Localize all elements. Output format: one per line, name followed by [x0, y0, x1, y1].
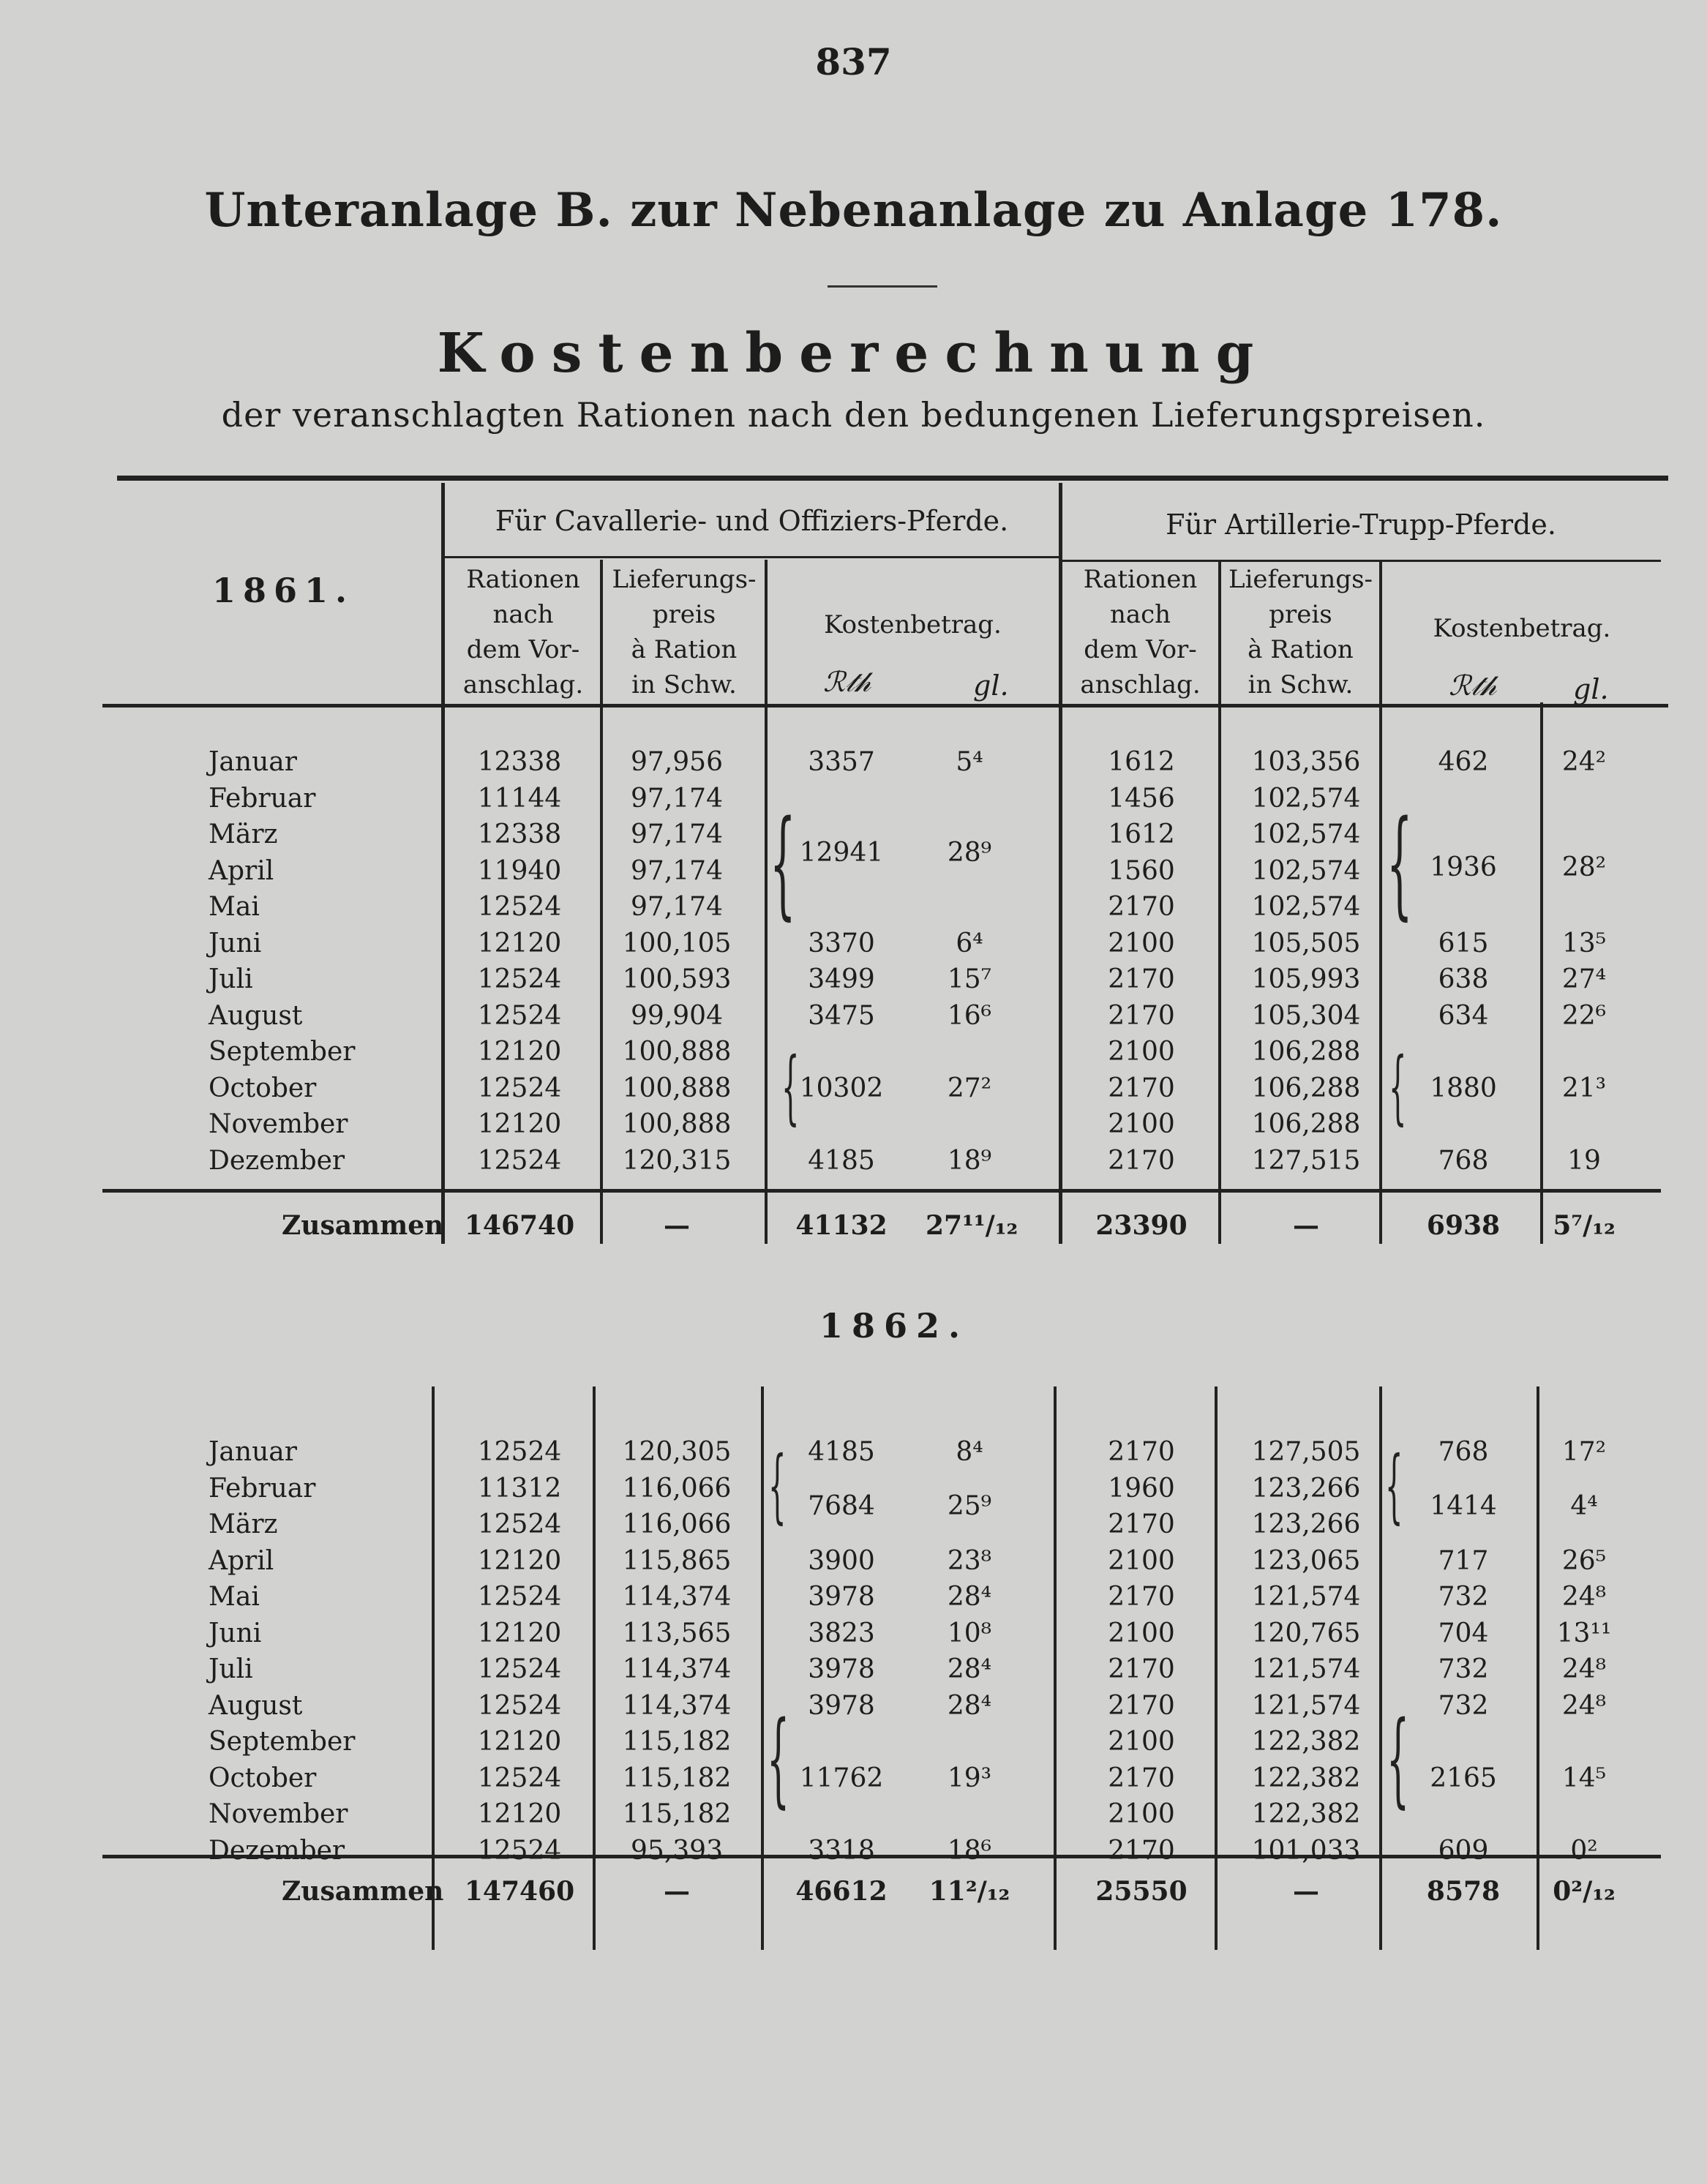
- cell-p2: 105,505: [1251, 928, 1361, 958]
- cell-k2: 768: [1438, 1145, 1489, 1176]
- total-k2: 8578: [1426, 1876, 1501, 1907]
- cell-p2: 105,304: [1251, 1000, 1361, 1031]
- cell-g1: 27²: [947, 1073, 992, 1103]
- cell-p2: 101,033: [1251, 1835, 1361, 1866]
- cell-k1: 10302: [799, 1073, 884, 1103]
- brace: {: [781, 1040, 800, 1133]
- cell-k1: 3357: [808, 747, 875, 777]
- cell-n2: 1560: [1108, 855, 1175, 886]
- cell-g2: 24⁸: [1561, 1690, 1607, 1721]
- cell-g1: 18⁹: [947, 1145, 992, 1176]
- cell-n2: 2170: [1108, 1437, 1175, 1467]
- cell-n1: 12120: [477, 1727, 562, 1757]
- cell-k2: 717: [1438, 1545, 1489, 1576]
- row-month: November: [209, 1109, 348, 1139]
- cell-n1: 12524: [477, 1582, 562, 1612]
- page-title: Kostenberechnung: [437, 322, 1270, 385]
- cell-g2: 26⁵: [1561, 1545, 1607, 1576]
- col-header-rationen: Rationen nach dem Vor- anschlag.: [1080, 565, 1201, 699]
- cell-n1: 12120: [477, 1109, 562, 1139]
- cell-n1: 12524: [477, 1145, 562, 1176]
- cell-p1: 100,888: [622, 1109, 732, 1139]
- brace: {: [1387, 795, 1413, 931]
- cell-p1: 113,565: [622, 1618, 732, 1648]
- cell-g2: 22⁶: [1561, 1000, 1607, 1031]
- cell-p1: 97,174: [631, 819, 723, 849]
- cell-k1: 7684: [808, 1491, 875, 1522]
- col-header-preis: Lieferungs- preis à Ration in Schw.: [1228, 565, 1373, 699]
- cell-p2: 123,266: [1251, 1509, 1361, 1539]
- cell-n2: 2100: [1108, 1799, 1175, 1829]
- cell-p1: 97,956: [631, 747, 723, 777]
- cell-g2: 4⁴: [1570, 1491, 1598, 1522]
- cell-n2: 2170: [1108, 1000, 1175, 1031]
- cell-g2: 19: [1567, 1145, 1601, 1176]
- cell-n1: 11940: [477, 855, 562, 886]
- cell-n1: 12120: [477, 928, 562, 958]
- cell-p1: 97,174: [631, 783, 723, 814]
- cell-k1: 3823: [808, 1618, 875, 1648]
- row-month: Juli: [209, 964, 253, 994]
- table-top-rule: [117, 476, 1668, 481]
- cell-p1: 114,374: [622, 1690, 732, 1721]
- group-header-cavalry: Für Cavallerie- und Offiziers-Pferde.: [495, 505, 1009, 537]
- cell-p2: 127,505: [1251, 1437, 1361, 1467]
- total-p2: —: [1293, 1210, 1319, 1241]
- cell-k2: 768: [1438, 1437, 1489, 1467]
- row-month: September: [209, 1727, 356, 1757]
- vrule: [761, 1386, 764, 1950]
- row-month: Mai: [209, 892, 260, 922]
- cell-p2: 103,356: [1251, 747, 1361, 777]
- row-month: Januar: [209, 1437, 297, 1467]
- row-month: September: [209, 1037, 356, 1067]
- cell-n2: 2100: [1108, 1109, 1175, 1139]
- brace: {: [767, 1700, 790, 1819]
- vrule: [1215, 1386, 1218, 1950]
- cell-n1: 12524: [477, 964, 562, 994]
- cell-n2: 2170: [1108, 892, 1175, 922]
- cell-n2: 1612: [1108, 819, 1175, 849]
- group-header-artillery: Für Artillerie-Trupp-Pferde.: [1166, 509, 1556, 541]
- page-number: 837: [815, 40, 892, 83]
- cell-g2: 21³: [1561, 1073, 1607, 1103]
- cell-n2: 2170: [1108, 1582, 1175, 1612]
- cell-n1: 12120: [477, 1618, 562, 1648]
- divider: [828, 285, 937, 288]
- total-n2: 25550: [1095, 1876, 1188, 1907]
- row-month: Juni: [209, 1618, 262, 1648]
- cell-p2: 102,574: [1251, 892, 1361, 922]
- row-month: März: [209, 819, 278, 849]
- cell-g2: 27⁴: [1561, 964, 1607, 994]
- cell-k1: 3499: [808, 964, 875, 994]
- cell-n1: 11312: [477, 1473, 562, 1504]
- total-k1: 41132: [795, 1210, 888, 1241]
- cell-k2: 704: [1438, 1618, 1489, 1648]
- total-n1: 147460: [464, 1876, 575, 1907]
- cell-n2: 2100: [1108, 1618, 1175, 1648]
- cell-k2: 732: [1438, 1654, 1489, 1684]
- cell-g1: 10⁸: [947, 1618, 992, 1648]
- cell-p1: 116,066: [622, 1473, 732, 1504]
- total-p2: —: [1293, 1876, 1319, 1907]
- cell-g1: 8⁴: [956, 1437, 983, 1467]
- cell-n2: 2170: [1108, 1763, 1175, 1793]
- cell-p1: 100,593: [622, 964, 732, 994]
- cell-p2: 122,382: [1251, 1799, 1361, 1829]
- cell-g2: 17²: [1561, 1437, 1607, 1467]
- brace: {: [768, 1438, 787, 1532]
- cell-g2: 13⁵: [1561, 928, 1607, 958]
- cell-k1: 3978: [808, 1690, 875, 1721]
- cell-n1: 12524: [477, 1437, 562, 1467]
- cell-n1: 12120: [477, 1799, 562, 1829]
- cell-n1: 12338: [477, 819, 562, 849]
- cell-g1: 16⁶: [947, 1000, 992, 1031]
- cell-k2: 615: [1438, 928, 1489, 958]
- cell-n1: 12120: [477, 1545, 562, 1576]
- total-label: Zusammen: [282, 1210, 444, 1241]
- cell-p2: 120,765: [1251, 1618, 1361, 1648]
- cell-n2: 1612: [1108, 747, 1175, 777]
- cell-k1: 3978: [808, 1582, 875, 1612]
- cell-p1: 95,393: [631, 1835, 723, 1866]
- cell-k1: 12941: [799, 837, 884, 868]
- cell-p2: 121,574: [1251, 1690, 1361, 1721]
- cell-n2: 2170: [1108, 1145, 1175, 1176]
- total-g1: 27¹¹/₁₂: [926, 1210, 1018, 1241]
- unit-minor-header: gl.: [1573, 673, 1609, 705]
- vrule: [441, 483, 445, 1244]
- cell-n1: 12524: [477, 1073, 562, 1103]
- cell-k1: 3978: [808, 1654, 875, 1684]
- cell-p1: 114,374: [622, 1654, 732, 1684]
- header-bottom-rule: [102, 704, 1668, 708]
- vrule: [1218, 560, 1221, 1244]
- total-n2: 23390: [1095, 1210, 1188, 1241]
- cell-n2: 2100: [1108, 1545, 1175, 1576]
- cell-n1: 12524: [477, 1000, 562, 1031]
- brace: {: [1387, 1700, 1410, 1819]
- cell-g1: 15⁷: [947, 964, 992, 994]
- cell-g2: 0²: [1570, 1835, 1598, 1866]
- row-month: August: [209, 1000, 303, 1031]
- cell-n1: 12338: [477, 747, 562, 777]
- col-header-kosten: Kostenbetrag.: [1433, 614, 1611, 643]
- cell-k2: 1414: [1430, 1491, 1497, 1522]
- cell-n2: 1960: [1108, 1473, 1175, 1504]
- cell-g1: 25⁹: [947, 1491, 992, 1522]
- cell-p1: 114,374: [622, 1582, 732, 1612]
- row-month: April: [209, 1545, 274, 1576]
- cell-p2: 102,574: [1251, 819, 1361, 849]
- total-g2: 0²/₁₂: [1553, 1876, 1616, 1907]
- total-p1: —: [664, 1210, 690, 1241]
- cell-n2: 2170: [1108, 964, 1175, 994]
- total-k2: 6938: [1426, 1210, 1501, 1241]
- cell-n1: 11144: [477, 783, 562, 814]
- total-k1: 46612: [795, 1876, 888, 1907]
- brace: {: [770, 795, 796, 931]
- cell-p2: 106,288: [1251, 1109, 1361, 1139]
- cell-p1: 97,174: [631, 892, 723, 922]
- cell-k2: 1936: [1430, 852, 1497, 882]
- cell-k1: 3370: [808, 928, 875, 958]
- total-rule-1861: [102, 1189, 1661, 1193]
- cell-p2: 122,382: [1251, 1763, 1361, 1793]
- row-month: Juni: [209, 928, 262, 958]
- row-month: November: [209, 1799, 348, 1829]
- brace: {: [1389, 1040, 1407, 1133]
- cell-n1: 12524: [477, 1654, 562, 1684]
- cell-k2: 638: [1438, 964, 1489, 994]
- cell-g1: 6⁴: [956, 928, 983, 958]
- cell-k1: 3475: [808, 1000, 875, 1031]
- cell-p1: 115,182: [622, 1727, 732, 1757]
- row-month: März: [209, 1509, 278, 1539]
- cell-p2: 106,288: [1251, 1073, 1361, 1103]
- cell-n2: 2100: [1108, 928, 1175, 958]
- cell-k2: 634: [1438, 1000, 1489, 1031]
- cell-k2: 2165: [1430, 1763, 1497, 1793]
- cell-g1: 18⁶: [947, 1835, 992, 1866]
- cell-p1: 100,888: [622, 1073, 732, 1103]
- total-n1: 146740: [464, 1210, 575, 1241]
- cell-p2: 121,574: [1251, 1654, 1361, 1684]
- row-month: August: [209, 1690, 303, 1721]
- cell-k2: 609: [1438, 1835, 1489, 1866]
- vrule: [432, 1386, 435, 1950]
- cell-n2: 2100: [1108, 1037, 1175, 1067]
- cell-p1: 115,865: [622, 1545, 732, 1576]
- total-g1: 11²/₁₂: [928, 1876, 1010, 1907]
- cell-n1: 12524: [477, 1690, 562, 1721]
- cell-g1: 28⁴: [947, 1654, 992, 1684]
- unit-minor-header: gl.: [973, 669, 1009, 702]
- unit-major-header: ℛ𝓉𝒽: [1449, 669, 1497, 702]
- cell-p1: 115,182: [622, 1799, 732, 1829]
- year-1861: 1861.: [212, 571, 355, 610]
- cell-k1: 3318: [808, 1835, 875, 1866]
- cell-p1: 115,182: [622, 1763, 732, 1793]
- cell-k1: 4185: [808, 1437, 875, 1467]
- cell-p1: 120,315: [622, 1145, 732, 1176]
- cell-k2: 732: [1438, 1582, 1489, 1612]
- vrule: [1379, 560, 1382, 1244]
- cell-p1: 97,174: [631, 855, 723, 886]
- cell-n2: 2170: [1108, 1073, 1175, 1103]
- cell-g2: 24²: [1561, 747, 1607, 777]
- cell-n2: 1456: [1108, 783, 1175, 814]
- cell-g2: 24⁸: [1561, 1582, 1607, 1612]
- cell-n2: 2170: [1108, 1835, 1175, 1866]
- year-1862: 1862.: [819, 1306, 969, 1346]
- row-month: October: [209, 1073, 317, 1103]
- vrule: [1054, 1386, 1057, 1950]
- cell-k1: 11762: [799, 1763, 884, 1793]
- total-label: Zusammen: [282, 1876, 444, 1907]
- cell-k2: 1880: [1430, 1073, 1497, 1103]
- cell-p1: 100,105: [622, 928, 732, 958]
- group-underline-left: [443, 556, 1061, 558]
- cell-p1: 100,888: [622, 1037, 732, 1067]
- cell-n2: 2170: [1108, 1509, 1175, 1539]
- cell-p2: 123,065: [1251, 1545, 1361, 1576]
- cell-g1: 28⁹: [947, 837, 992, 868]
- cell-k2: 732: [1438, 1690, 1489, 1721]
- vrule: [600, 560, 603, 1244]
- cell-n2: 2170: [1108, 1690, 1175, 1721]
- cell-p2: 122,382: [1251, 1727, 1361, 1757]
- cell-g1: 19³: [947, 1763, 992, 1793]
- row-month: Juli: [209, 1654, 253, 1684]
- cell-p2: 102,574: [1251, 783, 1361, 814]
- cell-n2: 2100: [1108, 1727, 1175, 1757]
- cell-g2: 28²: [1561, 852, 1607, 882]
- unit-major-header: ℛ𝓉𝒽: [823, 666, 871, 698]
- cell-k2: 462: [1438, 747, 1489, 777]
- cell-p1: 99,904: [631, 1000, 723, 1031]
- cell-n1: 12524: [477, 1763, 562, 1793]
- brace: {: [1385, 1438, 1403, 1532]
- cell-p2: 106,288: [1251, 1037, 1361, 1067]
- subtitle: der veranschlagten Rationen nach den bedungenen Lieferungspreisen.: [221, 395, 1486, 435]
- cell-k1: 3900: [808, 1545, 875, 1576]
- row-month: October: [209, 1763, 317, 1793]
- cell-n1: 12524: [477, 892, 562, 922]
- cell-p2: 102,574: [1251, 855, 1361, 886]
- row-month: Dezember: [209, 1145, 345, 1176]
- cell-p2: 121,574: [1251, 1582, 1361, 1612]
- cell-n2: 2170: [1108, 1654, 1175, 1684]
- cell-n1: 12120: [477, 1037, 562, 1067]
- cell-n1: 12524: [477, 1835, 562, 1866]
- cell-g1: 23⁸: [947, 1545, 992, 1576]
- vrule: [593, 1386, 596, 1950]
- row-month: Februar: [209, 783, 316, 814]
- cell-g1: 5⁴: [956, 747, 983, 777]
- cell-g2: 24⁸: [1561, 1654, 1607, 1684]
- vrule: [1379, 1386, 1382, 1950]
- cell-p1: 116,066: [622, 1509, 732, 1539]
- cell-p1: 120,305: [622, 1437, 732, 1467]
- col-header-kosten: Kostenbetrag.: [824, 610, 1002, 639]
- cell-g2: 14⁵: [1561, 1763, 1607, 1793]
- row-month: Mai: [209, 1582, 260, 1612]
- row-month: Februar: [209, 1473, 316, 1504]
- vrule: [765, 560, 768, 1244]
- vrule: [1540, 702, 1543, 1244]
- vrule: [1537, 1386, 1539, 1950]
- cell-g1: 28⁴: [947, 1582, 992, 1612]
- row-month: Dezember: [209, 1835, 345, 1866]
- cell-g2: 13¹¹: [1556, 1618, 1612, 1648]
- cell-k1: 4185: [808, 1145, 875, 1176]
- col-header-preis: Lieferungs- preis à Ration in Schw.: [612, 565, 757, 699]
- total-p1: —: [664, 1876, 690, 1907]
- row-month: April: [209, 855, 274, 886]
- total-g2: 5⁷/₁₂: [1553, 1210, 1616, 1241]
- cell-p2: 123,266: [1251, 1473, 1361, 1504]
- row-month: Januar: [209, 747, 297, 777]
- heading: Unteranlage B. zur Nebenanlage zu Anlage 178.: [204, 183, 1503, 238]
- cell-p2: 105,993: [1251, 964, 1361, 994]
- cell-n1: 12524: [477, 1509, 562, 1539]
- cell-g1: 28⁴: [947, 1690, 992, 1721]
- col-header-rationen: Rationen nach dem Vor- anschlag.: [462, 565, 584, 699]
- cell-p2: 127,515: [1251, 1145, 1361, 1176]
